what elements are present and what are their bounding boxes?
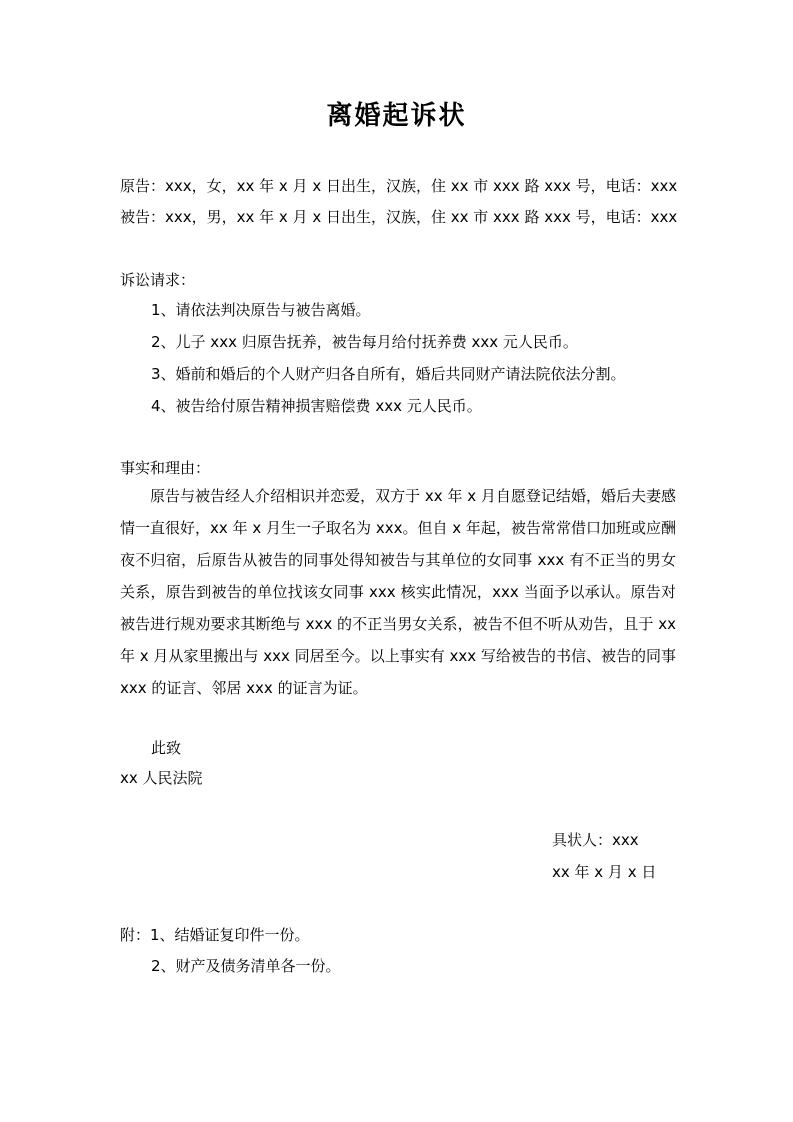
claim-item: 1、请依法判决原告与被告离婚。 bbox=[151, 301, 371, 319]
defendant-info: 被告：xxx，男，xx 年 x 月 x 日出生，汉族，住 xx 市 xxx 路 xxx 号，电话：xxx bbox=[120, 208, 678, 226]
claim-item: 4、被告给付原告精神损害赔偿费 xxx 元人民币。 bbox=[151, 397, 482, 415]
filing-date: xx 年 x 月 x 日 bbox=[552, 863, 657, 881]
claim-item: 3、婚前和婚后的个人财产归各自所有，婚后共同财产请法院依法分割。 bbox=[151, 365, 626, 383]
claims-heading: 诉讼请求： bbox=[120, 271, 196, 289]
document-title: 离婚起诉状 bbox=[326, 101, 467, 131]
attachment-item: 2、财产及债务清单各一份。 bbox=[151, 957, 341, 975]
facts-heading: 事实和理由： bbox=[120, 459, 211, 477]
attachment-item: 附：1、结婚证复印件一份。 bbox=[120, 926, 310, 944]
plaintiff-info: 原告：xxx，女，xx 年 x 月 x 日出生，汉族，住 xx 市 xxx 路 xxx 号，电话：xxx bbox=[120, 177, 678, 195]
claim-item: 2、儿子 xxx 归原告抚养，被告每月给付抚养费 xxx 元人民币。 bbox=[151, 333, 578, 351]
filer-signature: 具状人：xxx bbox=[552, 831, 639, 849]
salutation: 此致 bbox=[151, 739, 182, 757]
court-name: xx 人民法院 bbox=[120, 769, 203, 787]
facts-body: 原告与被告经人介绍相识并恋爱，双方于 xx 年 x 月自愿登记结婚，婚后夫妻感情一直很好，xx 年 x 月生一子取名为 xxx。但自 x 年起，被告常常借口加班或应酬夜不归宿，后原告从被告的同事处得知被告与其单位的女同事 xxx 有不正当的男女关系，原告到被告的单位找该女同事 xxx 核实此情况，xxx 当面予以承认。原告对被告进行规劝要求其断绝与 xxx 的不正当男女关系，被告不但不听从劝告，且于 xx 年 x 月从家里搬出与 xxx 同居至今。以上事实有 xxx 写给被告的书信、被告的同事 xxx 的证言、邻居 xxx 的证言为证。 bbox=[120, 487, 676, 697]
